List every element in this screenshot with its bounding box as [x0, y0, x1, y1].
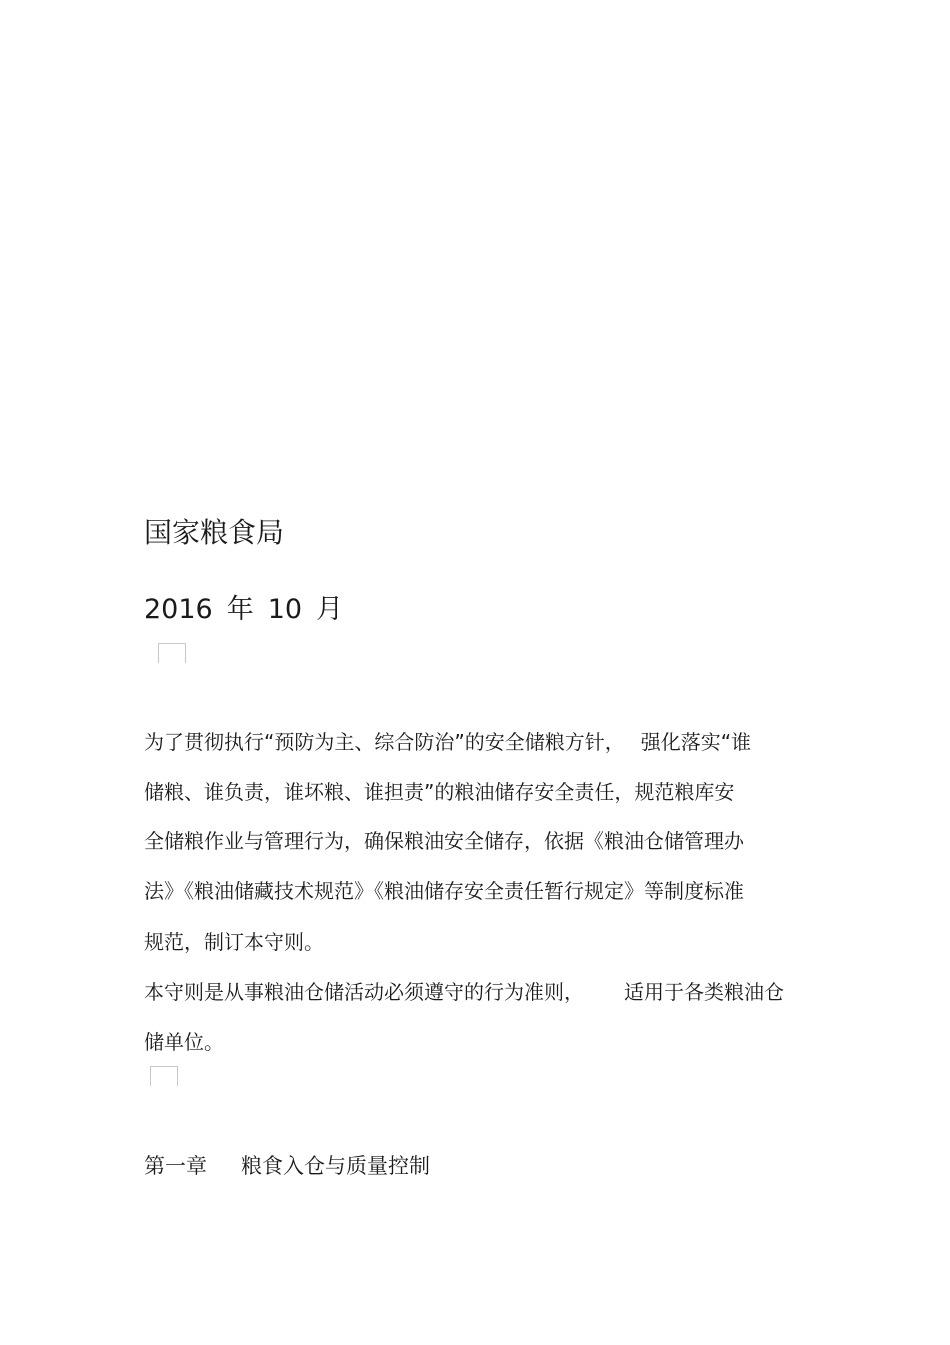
preface-line-segment: 为了贯彻执行“预防为主、综合防治”的安全储粮方针，: [144, 730, 625, 754]
date-year: 2016: [144, 594, 213, 625]
chapter-heading: [144, 1151, 430, 1181]
preface-line: 储单位。: [144, 1030, 224, 1054]
preface-line: 全储粮作业与管理行为，确保粮油安全储存，依据《粮油仓储管理办: [144, 829, 744, 853]
section-marker: [150, 1066, 178, 1086]
preface-line-segment: 强化落实“谁: [640, 730, 752, 754]
preface-line: 规范，制订本守则。: [144, 930, 324, 954]
issuer-name: 国家粮食局: [144, 516, 285, 549]
section-marker: [158, 643, 186, 663]
preface-line: 法》《粮油储藏技术规范》《粮油储存安全责任暂行规定》等制度标准: [144, 879, 744, 903]
preface-line: [144, 728, 751, 756]
chapter-title: 粮食入仓与质量控制: [241, 1154, 430, 1178]
date-year-unit: 年: [226, 594, 254, 625]
preface-line-segment: 适用于各类粮油仓: [624, 980, 784, 1004]
preface-line: [144, 978, 784, 1006]
date-month: 10: [267, 594, 303, 625]
issue-date: [144, 590, 343, 630]
preface-line-segment: 本守则是从事粮油仓储活动必须遵守的行为准则，: [144, 980, 584, 1004]
preface-line: 储粮、谁负责，谁坏粮、谁担责”的粮油储存安全责任，规范粮库安: [144, 780, 735, 804]
chapter-number: 第一章: [144, 1154, 207, 1178]
date-month-unit: 月: [316, 594, 344, 625]
